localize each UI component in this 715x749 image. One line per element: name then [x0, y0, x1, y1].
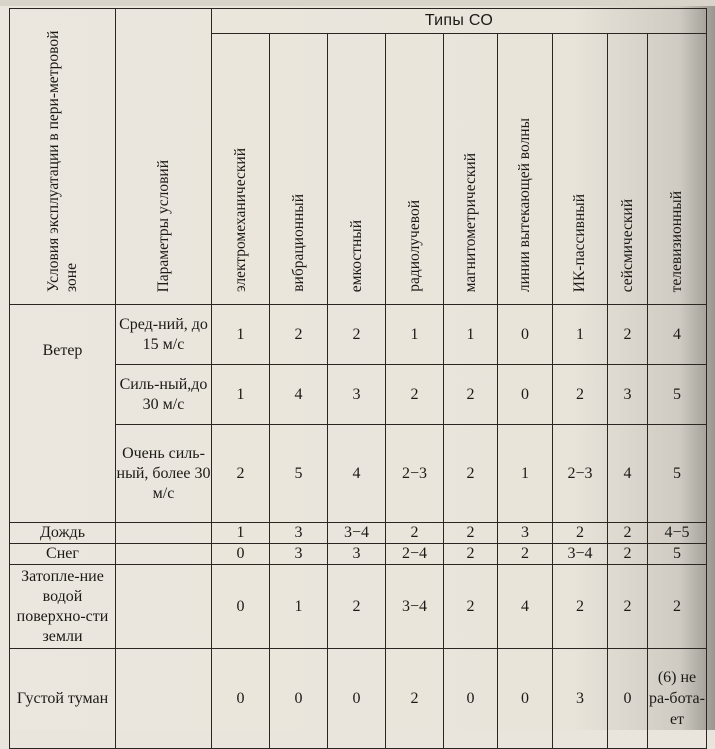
value-cell: 2 — [212, 425, 270, 523]
value-cell: 3 — [553, 649, 608, 749]
value-cell: 1 — [212, 305, 270, 365]
table-row — [10, 649, 707, 749]
type-header — [553, 34, 608, 305]
value-cell: 2 — [444, 565, 498, 649]
param-cell — [116, 544, 212, 565]
value-cell: 3 — [328, 365, 386, 425]
value-cell: 2 — [608, 305, 648, 365]
value-cell: 1 — [212, 523, 270, 544]
value-cell: 4−5 — [648, 523, 707, 544]
value-cell: 4 — [270, 365, 328, 425]
value-cell: 0 — [212, 544, 270, 565]
value-cell: 2 — [608, 565, 648, 649]
value-cell: 1 — [212, 365, 270, 425]
value-cell: 0 — [212, 649, 270, 749]
table-row — [10, 544, 707, 565]
value-cell: 5 — [648, 425, 707, 523]
value-cell: 0 — [498, 649, 553, 749]
condition-label: Снег — [46, 545, 79, 562]
param-cell — [116, 523, 212, 544]
value-cell: 2 — [328, 305, 386, 365]
header-params-label: Параметры условий — [154, 159, 172, 292]
condition-cell — [10, 649, 116, 749]
value-cell: 2 — [444, 523, 498, 544]
condition-label: Затопле-ние водой поверхно-сти земли — [16, 567, 109, 645]
type-header-label: ИК-пассивный — [571, 193, 588, 292]
value-cell: 3−4 — [553, 544, 608, 565]
value-cell: 3 — [608, 365, 648, 425]
param-cell — [116, 649, 212, 749]
value-cell: 2 — [386, 649, 444, 749]
type-header-label: емкостный — [347, 219, 365, 292]
param-cell — [116, 565, 212, 649]
value-cell: 2 — [444, 544, 498, 565]
type-header — [212, 34, 270, 305]
value-cell: 1 — [444, 305, 498, 365]
type-header — [328, 34, 386, 305]
value-cell: 0 — [498, 365, 553, 425]
value-cell: 2 — [553, 365, 608, 425]
type-header — [444, 34, 498, 305]
param-label: Очень силь-ный, более 30 м/с — [116, 444, 211, 502]
value-cell: 5 — [648, 544, 707, 565]
value-cell: 2 — [648, 565, 707, 649]
table-row — [10, 565, 707, 649]
type-header-label: сейсмический — [618, 198, 636, 292]
type-header-label: радиолучевой — [405, 200, 423, 292]
type-header — [648, 34, 707, 305]
condition-cell — [10, 305, 116, 523]
value-cell: 1 — [386, 305, 444, 365]
param-cell — [116, 305, 212, 365]
type-header-label: магнитометрический — [461, 152, 479, 292]
value-cell: 4 — [608, 425, 648, 523]
value-cell: 0 — [498, 305, 553, 365]
type-header — [386, 34, 444, 305]
condition-cell — [10, 544, 116, 565]
value-cell: 3 — [328, 544, 386, 565]
page-top-edge — [0, 0, 715, 6]
condition-cell — [10, 565, 116, 649]
value-cell: 3−4 — [328, 523, 386, 544]
table-row — [10, 523, 707, 544]
header-conditions-label: Условия эксплуатации в пери-метровой зоне — [44, 30, 80, 292]
type-header — [270, 34, 328, 305]
value-cell: (6) не ра-бота-ет — [648, 649, 707, 749]
param-label: Силь-ный,до 30 м/с — [119, 375, 208, 413]
value-cell: 2 — [553, 565, 608, 649]
type-header-label: вибрационный — [289, 194, 307, 292]
type-header — [498, 34, 553, 305]
conditions-table — [9, 8, 707, 749]
value-cell: 0 — [608, 649, 648, 749]
value-cell: 0 — [444, 649, 498, 749]
param-label: Сред-ний, до 15 м/с — [119, 315, 208, 353]
value-cell: 2 — [608, 544, 648, 565]
value-cell: 2−3 — [386, 425, 444, 523]
value-cell: 2−4 — [386, 544, 444, 565]
value-cell: 0 — [212, 565, 270, 649]
value-cell: 4 — [328, 425, 386, 523]
value-cell: 2 — [444, 425, 498, 523]
value-cell: 2 — [608, 523, 648, 544]
value-cell: 2 — [328, 565, 386, 649]
param-cell — [116, 365, 212, 425]
type-header-label: телевизионный — [668, 190, 685, 292]
type-header — [608, 34, 648, 305]
header-types-label: Типы СО — [424, 12, 494, 29]
value-cell: 2 — [386, 365, 444, 425]
value-cell: 3 — [270, 544, 328, 565]
value-cell: 4 — [648, 305, 707, 365]
header-conditions — [10, 9, 116, 305]
type-header-label: линии вытекающей волны — [516, 117, 533, 292]
value-cell: 2 — [553, 523, 608, 544]
param-cell — [116, 425, 212, 523]
value-cell: 3 — [270, 523, 328, 544]
header-params — [116, 9, 212, 305]
value-cell: 2 — [270, 305, 328, 365]
value-cell: 1 — [270, 565, 328, 649]
value-cell: 2 — [386, 523, 444, 544]
value-cell: 2 — [498, 544, 553, 565]
condition-label: Густой туман — [16, 689, 109, 707]
value-cell: 3 — [498, 523, 553, 544]
table-row — [10, 305, 707, 365]
value-cell: 5 — [648, 365, 707, 425]
type-header-label: электромеханический — [231, 147, 249, 292]
value-cell: 2−3 — [553, 425, 608, 523]
value-cell: 0 — [328, 649, 386, 749]
value-cell: 5 — [270, 425, 328, 523]
value-cell: 1 — [553, 305, 608, 365]
value-cell: 1 — [498, 425, 553, 523]
condition-cell — [10, 523, 116, 544]
condition-label: Дождь — [39, 524, 85, 541]
value-cell: 2 — [444, 365, 498, 425]
header-types-group — [212, 9, 707, 34]
condition-label: Ветер — [42, 342, 83, 359]
value-cell: 0 — [270, 649, 328, 749]
value-cell: 4 — [498, 565, 553, 649]
value-cell: 3−4 — [386, 565, 444, 649]
